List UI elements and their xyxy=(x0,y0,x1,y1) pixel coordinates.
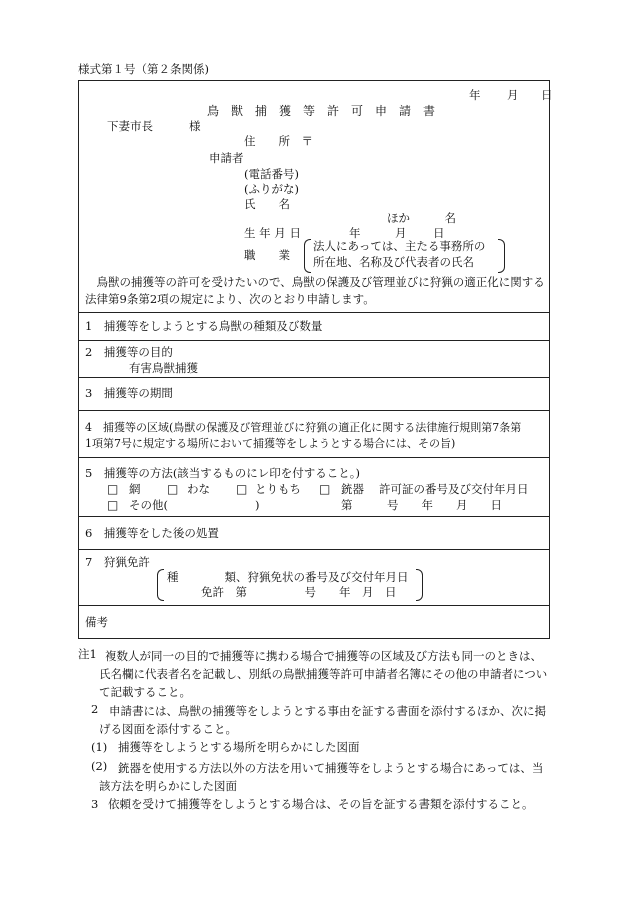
option-bird-lime-label: とりもち xyxy=(255,482,301,496)
section-purpose: 2 捕獲等の目的 xyxy=(85,345,173,359)
note-marker: 3 xyxy=(91,797,99,811)
phone-label: (電話番号) xyxy=(244,167,299,181)
divider xyxy=(79,410,549,411)
gun-permit-label: 許可証の番号及び交付年月日 xyxy=(379,482,529,496)
corp-note-line2: 所在地、名称及び代表者の氏名 xyxy=(313,255,474,269)
divider xyxy=(79,516,549,517)
note-marker: (1) xyxy=(91,740,108,754)
request-text: 鳥獣の捕獲等の許可を受けたいので、鳥獣の保護及び管理並びに狩猟の適正化に関する法律第9条第2項の規定により、次のとおり申請します。 xyxy=(85,275,545,306)
birth-year: 年 xyxy=(349,226,361,240)
occupation-bracket-right xyxy=(498,239,505,273)
option-trap-label: わな xyxy=(187,482,210,496)
form-label: 様式第１号（第２条関係) xyxy=(78,62,209,76)
corp-note-line1: 法人にあっては、主たる事務所の xyxy=(313,239,486,253)
divider xyxy=(79,457,549,458)
note-marker: 注1 xyxy=(78,647,97,661)
note-marker: 2 xyxy=(91,702,99,716)
note-text: 捕獲等をしようとする場所を明らかにした図面 xyxy=(118,740,360,754)
date-year: 年 xyxy=(469,88,481,102)
occupation-bracket-left xyxy=(304,239,311,273)
checkbox-trap[interactable]: □ xyxy=(167,482,179,496)
addressee-honorific: 様 xyxy=(189,119,201,133)
section-area-line1: 4 捕獲等の区域(鳥獣の保護及び管理並びに狩猟の適正化に関する法律施行規則第7条第 xyxy=(85,421,522,434)
divider xyxy=(79,312,549,313)
others-label: ほか 名 xyxy=(387,211,456,225)
license-bracket-left xyxy=(157,569,164,601)
section-area-line2: 1項第7号に規定する場所において捕獲等をしようとする場合には、その旨) xyxy=(85,437,456,450)
divider xyxy=(79,377,549,378)
birth-label: 生 年 月 日 xyxy=(244,226,301,240)
option-other-label: その他( xyxy=(129,498,168,512)
addressee-name: 下妻市長 xyxy=(107,119,153,133)
checkbox-other[interactable]: □ xyxy=(107,498,119,512)
note-text: 依頼を受けて捕獲等をしようとする場合は、その旨を証する書類を添付すること。 xyxy=(108,797,534,811)
section-hunting-license: 7 狩猟免許 xyxy=(85,555,150,569)
remarks-label: 備考 xyxy=(85,615,108,629)
name-label: 氏 名 xyxy=(244,197,290,211)
furigana-label: (ふりがな) xyxy=(244,182,299,196)
date-month: 月 xyxy=(507,88,519,102)
option-net-label: 網 xyxy=(129,482,141,496)
license-line1: 種 類、狩猟免状の番号及び交付年月日 xyxy=(167,570,409,584)
license-bracket-right xyxy=(416,569,423,601)
permit-number-line: 第 号 年 月 日 xyxy=(341,498,502,512)
birth-month: 月 xyxy=(395,226,407,240)
note-text: 複数人が同一の目的で捕獲等に携わる場合で捕獲等の区域及び方法も同一のときは、氏名欄に代表者名を記載し、別紙の鳥獣捕獲等許可申請者名簿にその他の申請者について記載すること。 xyxy=(99,649,548,699)
divider xyxy=(79,340,549,341)
form-title: 鳥 獣 捕 獲 等 許 可 申 請 書 xyxy=(207,104,436,118)
checkbox-bird-lime[interactable]: □ xyxy=(236,482,248,496)
purpose-value: 有害鳥獣捕獲 xyxy=(129,361,198,375)
date-day: 日 xyxy=(541,88,553,102)
note-text: 申請書には、鳥獣の捕獲等をしようとする事由を証する書面を添付するほか、次に掲げる図面を添付すること。 xyxy=(99,704,546,736)
checkbox-net[interactable]: □ xyxy=(107,482,119,496)
address-label: 住 所 〒 xyxy=(244,134,313,148)
option-gun-label: 銃器 xyxy=(341,482,364,496)
section-period: 3 捕獲等の期間 xyxy=(85,386,173,400)
checkbox-gun[interactable]: □ xyxy=(319,482,331,496)
applicant-label: 申請者 xyxy=(209,151,244,165)
section-method: 5 捕獲等の方法(該当するものにレ印を付すること。) xyxy=(85,466,361,480)
divider xyxy=(79,549,549,550)
section-species-quantity: 1 捕獲等をしようとする鳥獣の種類及び数量 xyxy=(85,319,323,333)
section-post-capture: 6 捕獲等をした後の処置 xyxy=(85,526,219,540)
divider xyxy=(79,605,549,606)
option-other-close: ) xyxy=(255,498,260,512)
license-line2: 免許 第 号 年 月 日 xyxy=(201,585,397,599)
note-marker: (2) xyxy=(91,759,108,773)
occupation-label: 職 業 xyxy=(244,248,290,262)
note-text: 銃器を使用する方法以外の方法を用いて捕獲等をしようとする場合にあっては、当該方法を明らかにした図面 xyxy=(99,761,544,793)
birth-day: 日 xyxy=(433,226,445,240)
application-form xyxy=(78,80,553,639)
